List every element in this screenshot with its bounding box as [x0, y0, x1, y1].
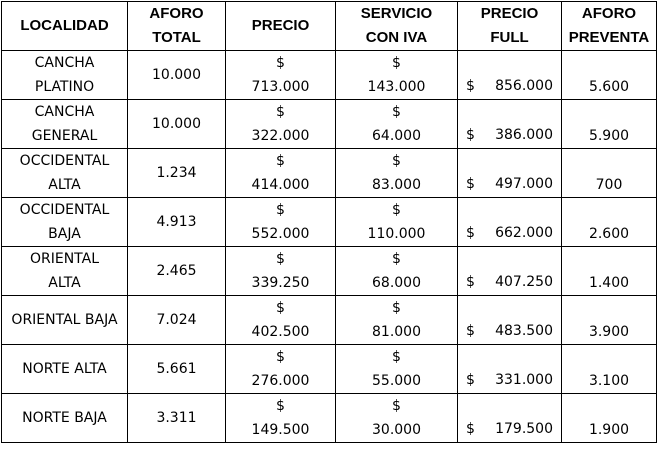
cell-localidad: [2, 247, 128, 296]
cell-aforo-total: 7.024: [128, 296, 226, 345]
header-localidad: [2, 2, 128, 51]
currency-symbol: $: [276, 300, 285, 316]
localidad-text: ORIENTAL: [29, 251, 100, 267]
servicio-amount: 81.000: [372, 324, 421, 340]
currency-symbol: $: [276, 251, 285, 267]
precio-full-amount: 497.000: [495, 176, 553, 192]
aforo-preventa-value: 2.600: [588, 226, 630, 242]
cell-servicio: [336, 198, 458, 247]
currency-symbol: $: [466, 225, 475, 241]
localidad-text: PLATINO: [34, 79, 95, 95]
localidad-text: ALTA: [48, 177, 81, 193]
servicio-amount: 110.000: [367, 226, 426, 242]
precio-full-amount: 179.500: [495, 421, 553, 437]
cell-servicio: [336, 149, 458, 198]
table-row: [2, 345, 657, 394]
cell-localidad: [2, 198, 128, 247]
precio-full-amount: 483.500: [495, 323, 553, 339]
currency-symbol: $: [276, 55, 285, 71]
precio-amount: 322.000: [251, 128, 310, 144]
localidad-text: BAJA: [48, 226, 81, 242]
precio-full-amount: 662.000: [495, 225, 553, 241]
currency-symbol: $: [276, 202, 285, 218]
servicio-amount: 68.000: [372, 275, 421, 291]
header-label: AFORO: [581, 5, 637, 22]
precio-full-amount: 331.000: [495, 372, 553, 388]
precio-amount: 713.000: [251, 79, 310, 95]
precio-amount: 402.500: [251, 324, 310, 340]
currency-symbol: $: [466, 78, 475, 94]
table-row: [2, 296, 657, 345]
cell-aforo-preventa: [562, 247, 657, 296]
currency-symbol: $: [276, 153, 285, 169]
cell-aforo-total: 5.661: [128, 345, 226, 394]
cell-precio-full: [458, 394, 562, 443]
cell-precio: [226, 394, 336, 443]
currency-symbol: $: [466, 127, 475, 143]
header-aforo-total: [128, 2, 226, 51]
cell-aforo-preventa: [562, 296, 657, 345]
cell-servicio: [336, 345, 458, 394]
header-label: SERVICIO: [360, 5, 433, 22]
localidad-text: CANCHA: [34, 55, 95, 71]
header-precio: [226, 2, 336, 51]
cell-aforo-preventa: [562, 100, 657, 149]
servicio-amount: 143.000: [367, 79, 426, 95]
currency-symbol: $: [466, 176, 475, 192]
cell-precio: [226, 296, 336, 345]
currency-symbol: $: [276, 398, 285, 414]
table-row: [2, 51, 657, 100]
precio-amount: 414.000: [251, 177, 310, 193]
table-row: [2, 198, 657, 247]
pricing-table: [1, 1, 657, 443]
cell-precio-full: [458, 345, 562, 394]
cell-precio: [226, 198, 336, 247]
cell-precio-full: [458, 149, 562, 198]
cell-precio: [226, 51, 336, 100]
cell-aforo-total: 10.000: [128, 51, 226, 100]
localidad-text: ALTA: [48, 275, 81, 291]
table-row: [2, 149, 657, 198]
cell-precio: [226, 149, 336, 198]
precio-amount: 339.250: [251, 275, 310, 291]
precio-amount: 149.500: [251, 422, 310, 438]
servicio-amount: 55.000: [372, 373, 421, 389]
localidad-text: GENERAL: [31, 128, 98, 144]
currency-symbol: $: [392, 300, 401, 316]
table-row: [2, 394, 657, 443]
cell-servicio: [336, 51, 458, 100]
aforo-preventa-value: 3.900: [588, 324, 630, 340]
cell-precio-full: [458, 51, 562, 100]
cell-aforo-total: 3.311: [128, 394, 226, 443]
cell-servicio: [336, 247, 458, 296]
cell-precio-full: [458, 100, 562, 149]
cell-servicio: [336, 296, 458, 345]
cell-precio-full: [458, 247, 562, 296]
cell-localidad: [2, 149, 128, 198]
cell-localidad: [2, 345, 128, 394]
aforo-preventa-value: 1.400: [588, 275, 630, 291]
precio-full-amount: 856.000: [495, 78, 553, 94]
header-row: [2, 2, 657, 51]
cell-aforo-preventa: [562, 394, 657, 443]
servicio-amount: 83.000: [372, 177, 421, 193]
precio-amount: 552.000: [251, 226, 310, 242]
cell-aforo-preventa: [562, 345, 657, 394]
localidad-text: CANCHA: [34, 104, 95, 120]
cell-aforo-preventa: [562, 149, 657, 198]
cell-aforo-preventa: [562, 51, 657, 100]
currency-symbol: $: [392, 55, 401, 71]
currency-symbol: $: [392, 153, 401, 169]
cell-precio: [226, 247, 336, 296]
table-body: [2, 51, 657, 443]
header-servicio: [336, 2, 458, 51]
servicio-amount: 30.000: [372, 422, 421, 438]
cell-localidad: [2, 51, 128, 100]
cell-aforo-total: 4.913: [128, 198, 226, 247]
header-label: PREVENTA: [568, 29, 650, 46]
currency-symbol: $: [392, 251, 401, 267]
table-row: [2, 100, 657, 149]
localidad-text: NORTE BAJA: [22, 410, 107, 426]
precio-full-amount: 386.000: [495, 127, 553, 143]
cell-precio-full: [458, 198, 562, 247]
cell-aforo-total: 1.234: [128, 149, 226, 198]
header-precio-full: [458, 2, 562, 51]
currency-symbol: $: [392, 202, 401, 218]
cell-servicio: [336, 100, 458, 149]
header-label: CON IVA: [365, 29, 428, 46]
aforo-preventa-value: 3.100: [588, 373, 630, 389]
header-label: LOCALIDAD: [20, 17, 109, 34]
cell-aforo-total: 2.465: [128, 247, 226, 296]
table-row: [2, 247, 657, 296]
currency-symbol: $: [466, 323, 475, 339]
header-label: AFORO: [149, 5, 204, 22]
cell-servicio: [336, 394, 458, 443]
currency-symbol: $: [392, 349, 401, 365]
aforo-preventa-value: 5.900: [588, 128, 630, 144]
currency-symbol: $: [466, 421, 475, 437]
localidad-text: OCCIDENTAL: [19, 153, 110, 169]
currency-symbol: $: [466, 372, 475, 388]
cell-precio: [226, 345, 336, 394]
currency-symbol: $: [466, 274, 475, 290]
precio-amount: 276.000: [251, 373, 310, 389]
cell-aforo-preventa: [562, 198, 657, 247]
currency-symbol: $: [392, 104, 401, 120]
header-label: PRECIO: [251, 17, 310, 34]
header-aforo-preventa: [562, 2, 657, 51]
aforo-preventa-value: 5.600: [588, 79, 630, 95]
localidad-text: ORIENTAL BAJA: [11, 312, 118, 328]
currency-symbol: $: [276, 104, 285, 120]
cell-aforo-total: 10.000: [128, 100, 226, 149]
currency-symbol: $: [276, 349, 285, 365]
aforo-preventa-value: 700: [595, 177, 623, 193]
localidad-text: NORTE ALTA: [22, 361, 107, 377]
cell-precio: [226, 100, 336, 149]
cell-precio-full: [458, 296, 562, 345]
cell-localidad: [2, 394, 128, 443]
localidad-text: OCCIDENTAL: [19, 202, 110, 218]
precio-full-amount: 407.250: [495, 274, 553, 290]
header-label: TOTAL: [152, 29, 201, 46]
servicio-amount: 64.000: [372, 128, 421, 144]
aforo-preventa-value: 1.900: [588, 422, 630, 438]
currency-symbol: $: [392, 398, 401, 414]
cell-localidad: [2, 100, 128, 149]
cell-localidad: [2, 296, 128, 345]
header-label: FULL: [490, 29, 529, 46]
header-label: PRECIO: [480, 5, 539, 22]
